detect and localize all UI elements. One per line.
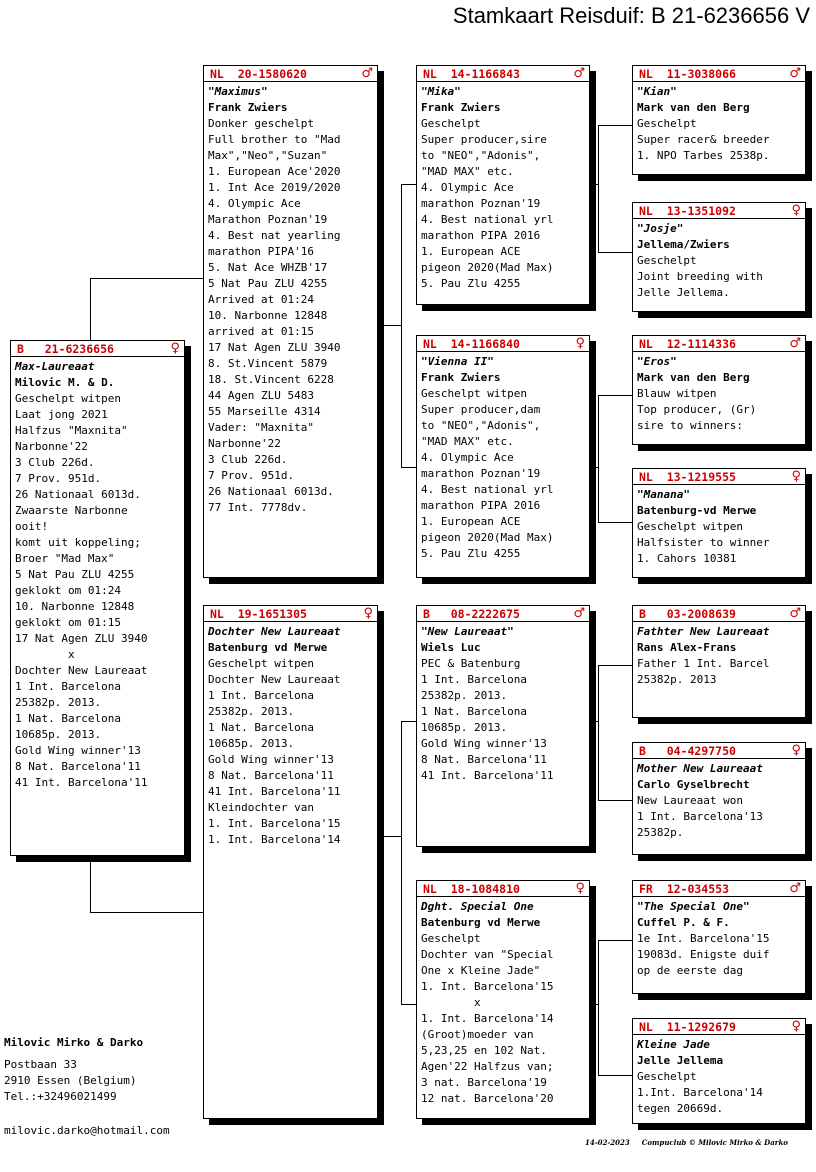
male-icon: ♂ (789, 335, 801, 351)
pigeon-notes: Geschelpt Super racer& breeder 1. NPO Tarbes 2538p. (637, 117, 770, 162)
ring-number: B 04-4297750 (639, 743, 736, 758)
connector-line (598, 522, 632, 523)
connector-line (401, 721, 417, 722)
pigeon-nickname: "Josje" (637, 222, 684, 235)
female-icon: ♀ (363, 605, 373, 621)
connector-line (598, 665, 632, 666)
female-icon: ♀ (791, 202, 801, 218)
connector-line (90, 278, 91, 340)
pigeon-notes: Geschelpt witpen Super producer,dam to "NEO","Adonis", "MAD MAX" etc. 4. Olympic Ace marathon Poznan'19 4. Best national yrl marathon PIPA 2016 1. European ACE pigeon 2020(Mad Max) 5. Pau Zlu 4255 (421, 387, 554, 560)
connector-line (598, 395, 632, 396)
ring-number: NL 14-1166840 (423, 336, 520, 351)
pigeon-owner: Wiels Luc (421, 641, 481, 654)
pigeon-card-mother (203, 605, 378, 1119)
pigeon-owner: Frank Zwiers (421, 101, 501, 114)
connector-line (90, 856, 91, 913)
owner-city: 2910 Essen (Belgium) (4, 1074, 137, 1087)
pigeon-card-ffm (632, 202, 806, 312)
owner-phone: Tel.:+32496021499 (4, 1090, 117, 1103)
male-icon: ♂ (789, 605, 801, 621)
owner-street: Postbaan 33 (4, 1058, 77, 1071)
pigeon-nickname: Fathter New Laureaat (637, 625, 770, 638)
ring-number: FR 12-034553 (639, 881, 730, 896)
pigeon-notes: Blauw witpen Top producer, (Gr) sire to winners: (637, 387, 757, 432)
pigeon-nickname: "Kian" (637, 85, 677, 98)
female-icon: ♀ (575, 880, 585, 896)
pigeon-nickname: Kleine Jade (637, 1038, 710, 1051)
connector-line (401, 1004, 417, 1005)
ring-number: NL 13-1219555 (639, 469, 736, 484)
pigeon-card-mmm (632, 1018, 806, 1124)
female-icon: ♀ (791, 468, 801, 484)
connector-line (401, 467, 417, 468)
pigeon-nickname: "Mika" (421, 85, 461, 98)
connector-line (90, 278, 204, 279)
pigeon-notes: Geschelpt 1.Int. Barcelona'14 tegen 20669d. (637, 1070, 763, 1115)
pigeon-card-maternal-grandfather (416, 605, 590, 847)
female-icon: ♀ (170, 340, 180, 356)
connector-line (598, 125, 632, 126)
connector-line (377, 325, 402, 326)
pigeon-card-mff (632, 605, 806, 718)
ring-number: B 03-2008639 (639, 606, 736, 621)
connector-line (401, 184, 402, 467)
pigeon-card-father (203, 65, 378, 578)
connector-line (598, 940, 632, 941)
pigeon-card-fmf (632, 335, 806, 445)
pigeon-notes: Geschelpt Super producer,sire to "NEO","Adonis", "MAD MAX" etc. 4. Olympic Ace marathon Poznan'19 4. Best national yrl marathon PIPA 2016 1. European ACE pigeon 2020(Mad Max) 5. Pau Zlu 4255 (421, 117, 554, 290)
male-icon: ♂ (573, 65, 585, 81)
pigeon-card-paternal-grandmother (416, 335, 590, 578)
female-icon: ♀ (791, 742, 801, 758)
pigeon-card-mfm (632, 742, 806, 855)
connector-line (598, 665, 599, 801)
owner-email: milovic.darko@hotmail.com (4, 1124, 170, 1137)
male-icon: ♂ (361, 65, 373, 81)
pigeon-card-fmm (632, 468, 806, 578)
pigeon-owner: Jellema/Zwiers (637, 238, 730, 251)
owner-contact (4, 1035, 143, 1105)
ring-number: NL 20-1580620 (210, 66, 307, 81)
pigeon-card-maternal-grandmother (416, 880, 590, 1119)
pigeon-owner: Batenburg vd Merwe (421, 916, 541, 929)
connector-line (589, 184, 599, 185)
pigeon-notes: New Laureaat won 1 Int. Barcelona'13 25382p. (637, 794, 763, 839)
pigeon-card-paternal-grandfather (416, 65, 590, 305)
ring-number: NL 12-1114336 (639, 336, 736, 351)
pigeon-nickname: Dochter New Laureaat (208, 625, 341, 638)
owner-name: Milovic Mirko & Darko (4, 1036, 144, 1049)
female-icon: ♀ (791, 1018, 801, 1034)
connector-line (598, 125, 599, 253)
ring-number: B 21-6236656 (17, 341, 114, 356)
pigeon-nickname: "Vienna II" (421, 355, 494, 368)
pigeon-notes: 1e Int. Barcelona'15 19083d. Enigste duif op de eerste dag (637, 932, 770, 977)
footer-credit: Compuclub © Milovic Mirko & Darko (641, 1138, 788, 1147)
connector-line (90, 912, 204, 913)
pigeon-nickname: Dght. Special One (421, 900, 534, 913)
pigeon-owner: Batenburg-vd Merwe (637, 504, 757, 517)
pigeon-card-subject (10, 340, 185, 856)
pigeon-nickname: "Eros" (637, 355, 677, 368)
connector-line (598, 395, 599, 523)
pigeon-owner: Batenburg vd Merwe (208, 641, 328, 654)
pigeon-card-fff (632, 65, 806, 175)
male-icon: ♂ (789, 880, 801, 896)
connector-line (589, 467, 599, 468)
pigeon-notes: Donker geschelpt Full brother to "Mad Max","Neo","Suzan" 1. European Ace'2020 1. Int Ace 2019/2020 4. Olympic Ace Marathon Poznan'19 4. Best nat yearling marathon PIPA'16 5. Nat Ace WHZB'17 5 Nat Pau ZLU 4255 Arrived at 01:24 10. Narbonne 12848 arrived at 01:15 17 Nat Agen ZLU 3940 8. St.Vincent 5879 18. St.Vincent 6228 44 Agen ZLU 5483 55 Marseille 4314 Vader: "Maxnita" Narbonne'22 3 Club 226d. 7 Prov. 951d. 26 Nationaal 6013d. 77 Int. 7778dv. (208, 117, 341, 514)
ring-number: NL 18-1084810 (423, 881, 520, 896)
pigeon-notes: Geschelpt Dochter van "Special One x Kleine Jade" 1. Int. Barcelona'15 x 1. Int. Barcelona'14 (Groot)moeder van 5,23,25 en 102 Nat. Agen'22 Halfzus van; 3 nat. Barcelona'19 12 nat. Barcelona'20 (421, 932, 554, 1105)
pigeon-notes: Geschelpt witpen Dochter New Laureaat 1 Int. Barcelona 25382p. 2013. 1 Nat. Barcelona 10685p. 2013. Gold Wing winner'13 8 Nat. Barcelona'11 41 Int. Barcelona'11 Kleindochter van 1. Int. Barcelona'15 1. Int. Barcelona'14 (208, 657, 341, 846)
pigeon-owner: Cuffel P. & F. (637, 916, 730, 929)
connector-line (589, 1004, 599, 1005)
ring-number: B 08-2222675 (423, 606, 520, 621)
pigeon-nickname: "Maximus" (208, 85, 268, 98)
female-icon: ♀ (575, 335, 585, 351)
connector-line (598, 800, 632, 801)
pigeon-owner: Milovic M. & D. (15, 376, 115, 389)
connector-line (401, 721, 402, 1004)
pigeon-nickname: "Manana" (637, 488, 690, 501)
pigeon-nickname: "The Special One" (637, 900, 750, 913)
print-date: 14-02-2023 (585, 1138, 630, 1147)
footer (585, 1138, 788, 1147)
male-icon: ♂ (573, 605, 585, 621)
pigeon-nickname: Mother New Laureaat (637, 762, 763, 775)
pigeon-nickname: Max-Laureaat (15, 360, 95, 373)
ring-number: NL 13-1351092 (639, 203, 736, 218)
connector-line (598, 1075, 632, 1076)
pigeon-notes: PEC & Batenburg 1 Int. Barcelona 25382p. 2013. 1 Nat. Barcelona 10685p. 2013. Gold Wing winner'13 8 Nat. Barcelona'11 41 Int. Barcelona'11 (421, 657, 554, 782)
ring-number: NL 19-1651305 (210, 606, 307, 621)
ring-number: NL 14-1166843 (423, 66, 520, 81)
pigeon-notes: Geschelpt witpen Halfsister to winner 1. Cahors 10381 (637, 520, 770, 565)
ring-number: NL 11-3038066 (639, 66, 736, 81)
connector-line (377, 836, 402, 837)
connector-line (598, 940, 599, 1076)
pigeon-nickname: "New Laureaat" (421, 625, 514, 638)
pigeon-owner: Frank Zwiers (208, 101, 288, 114)
connector-line (589, 721, 599, 722)
pigeon-notes: Father 1 Int. Barcel 25382p. 2013 (637, 657, 770, 686)
pigeon-notes: Geschelpt witpen Laat jong 2021 Halfzus "Maxnita" Narbonne'22 3 Club 226d. 7 Prov. 951d. 26 Nationaal 6013d. Zwaarste Narbonne ooit! komt uit koppeling; Broer "Mad Max" 5 Nat Pau ZLU 4255 geklokt om 01:24 10. Narbonne 12848 geklokt om 01:15 17 Nat Agen ZLU 3940 x Dochter New Laureaat 1 Int. Barcelona 25382p. 2013. 1 Nat. Barcelona 10685p. 2013. Gold Wing winner'13 8 Nat. Barcelona'11 41 Int. Barcelona'11 (15, 392, 148, 789)
male-icon: ♂ (789, 65, 801, 81)
pigeon-card-mmf (632, 880, 806, 994)
pigeon-owner: Jelle Jellema (637, 1054, 724, 1067)
connector-line (598, 252, 632, 253)
pigeon-owner: Mark van den Berg (637, 101, 750, 114)
connector-line (401, 184, 417, 185)
ring-number: NL 11-1292679 (639, 1019, 736, 1034)
pigeon-owner: Carlo Gyselbrecht (637, 778, 750, 791)
pigeon-owner: Rans Alex-Frans (637, 641, 737, 654)
pigeon-owner: Frank Zwiers (421, 371, 501, 384)
pigeon-notes: Geschelpt Joint breeding with Jelle Jellema. (637, 254, 763, 299)
pigeon-owner: Mark van den Berg (637, 371, 750, 384)
document-title: Stamkaart Reisduif: B 21-6236656 V (452, 3, 810, 28)
